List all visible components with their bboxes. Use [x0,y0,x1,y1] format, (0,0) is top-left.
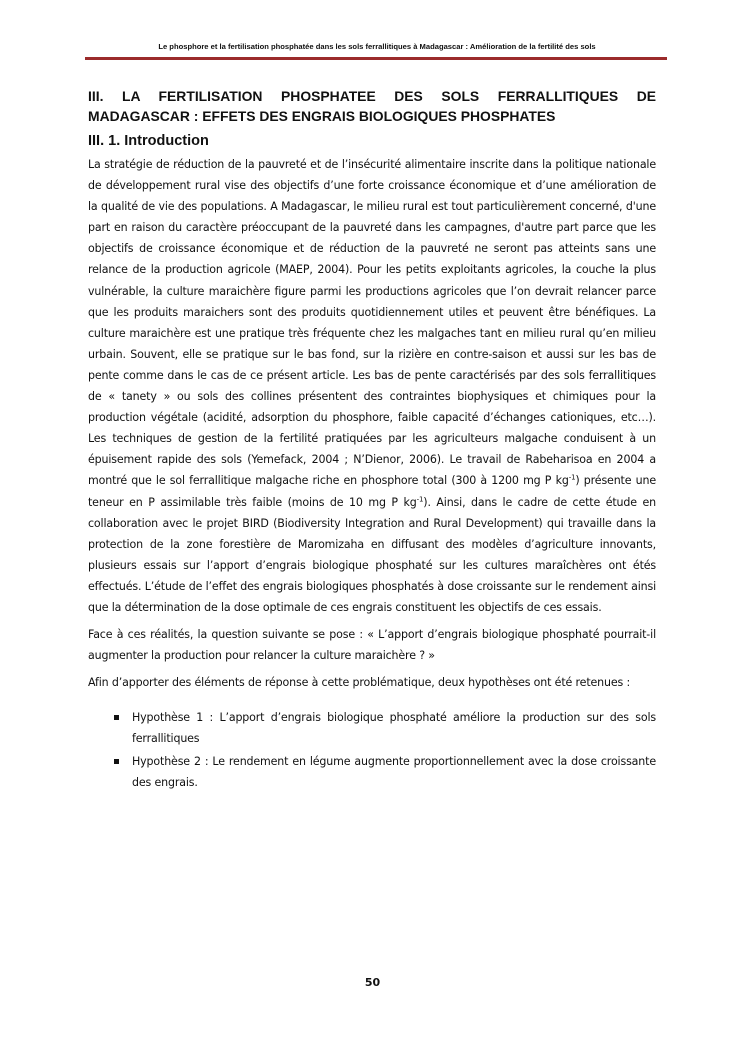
intro-paragraph [88,154,656,618]
square-bullet-icon [114,715,119,720]
intro-text-part-3: ). Ainsi, dans le cadre de cette étude en collaboration avec le projet BIRD (Biodiversity Integration and Rural Development) qui travaille dans la protection de la zone forestière de Maromizaha en diffusant des modèles d’agriculture innovants, plusieurs essais sur l’apport d’engrais biologique phosphaté sur les cultures maraîchères ont étés effectués. L’étude de l’effet des engrais biologiques phosphatés à dose croissante sur le rendement ainsi que la détermination de la dose optimale de ces engrais constituent les objectifs de ces essais. [88,495,656,614]
hypotheses-intro-paragraph: Afin d’apporter des éléments de réponse à cette problématique, deux hypothèses ont été retenues : [88,676,631,690]
superscript-exponent-2: -1 [416,494,424,503]
page-content [88,86,656,794]
subsection-title: III. 1. Introduction [88,133,209,149]
running-header: Le phosphore et la fertilisation phosphatée dans les sols ferrallitiques à Madagascar : Amélioration de la fertilité des sols [158,42,596,51]
page-number: 50 [364,976,381,989]
intro-text-part-2: ) présente une teneur en P assimilable très faible (moins de 10 mg P kg [88,474,656,509]
hypotheses-list [88,707,656,792]
question-paragraph: Face à ces réalités, la question suivante se pose : « L’apport d’engrais biologique phosphaté pourrait-il augmenter la production pour relancer la culture maraichère ? » [88,628,656,663]
section-title: III. LA FERTILISATION PHOSPHATEE DES SOLS FERRALLITIQUES DE MADAGASCAR : EFFETS DES ENGRAIS BIOLOGIQUES PHOSPHATES [88,88,656,124]
list-item [88,707,656,749]
intro-text-part-1: La stratégie de réduction de la pauvreté et de l’insécurité alimentaire inscrite dans la politique nationale de développement rural vise des objectifs d’une forte croissance économique et d’une amélioration de la qualité de vie des populations. A Madagascar, le milieu rural est tout particulièrement concerné, d'une part en raison du caractère préoccupant de la pauvreté dans les campagnes, d'autre part parce que les objectifs de croissance économique et de réduction de la pauvreté ne seront pas atteints sans une relance de la production agricole (MAEP, 2004). Pour les petits exploitants agricoles, la couche la plus vulnérable, la culture maraichère figure parmi les productions agricoles que l’on devrait relancer parce que les produits maraichers sont des produits quotidiennement utiles et peuvent être bénéfiques. La culture maraichère est une pratique très fréquente chez les malgaches tant en milieu rural qu’en milieu urbain. Souvent, elle se pratique sur le bas fond, sur la rizière en contre-saison et aussi sur les bas de pente comme dans le cas de ce présent article. Les bas de pente caractérisés par des sols ferrallitiques de « tanety » ou sols des collines présentent des contraintes biophysiques et chimiques pour la production végétale (acidité, adsorption du phosphore, faible capacité d’échanges cationiques, etc…). Les techniques de gestion de la fertilité pratiquées par les agriculteurs malgache conduisent à un épuisement rapide des sols (Yemefack, 2004 ; N’Dienor, 2006). Le travail de Rabeharisoa en 2004 a montré que le sol ferrallitique malgache riche en phosphore total (300 à 1200 mg P kg [88,158,656,488]
hypothesis-text: Hypothèse 2 : Le rendement en légume augmente proportionnellement avec la dose croissante des engrais. [132,754,656,789]
hypothesis-text: Hypothèse 1 : L’apport d’engrais biologique phosphaté améliore la production sur des sols ferrallitiques [132,711,656,746]
square-bullet-icon [114,759,119,764]
superscript-exponent-1: -1 [568,473,576,482]
header-divider [85,57,667,60]
list-item [88,751,656,793]
